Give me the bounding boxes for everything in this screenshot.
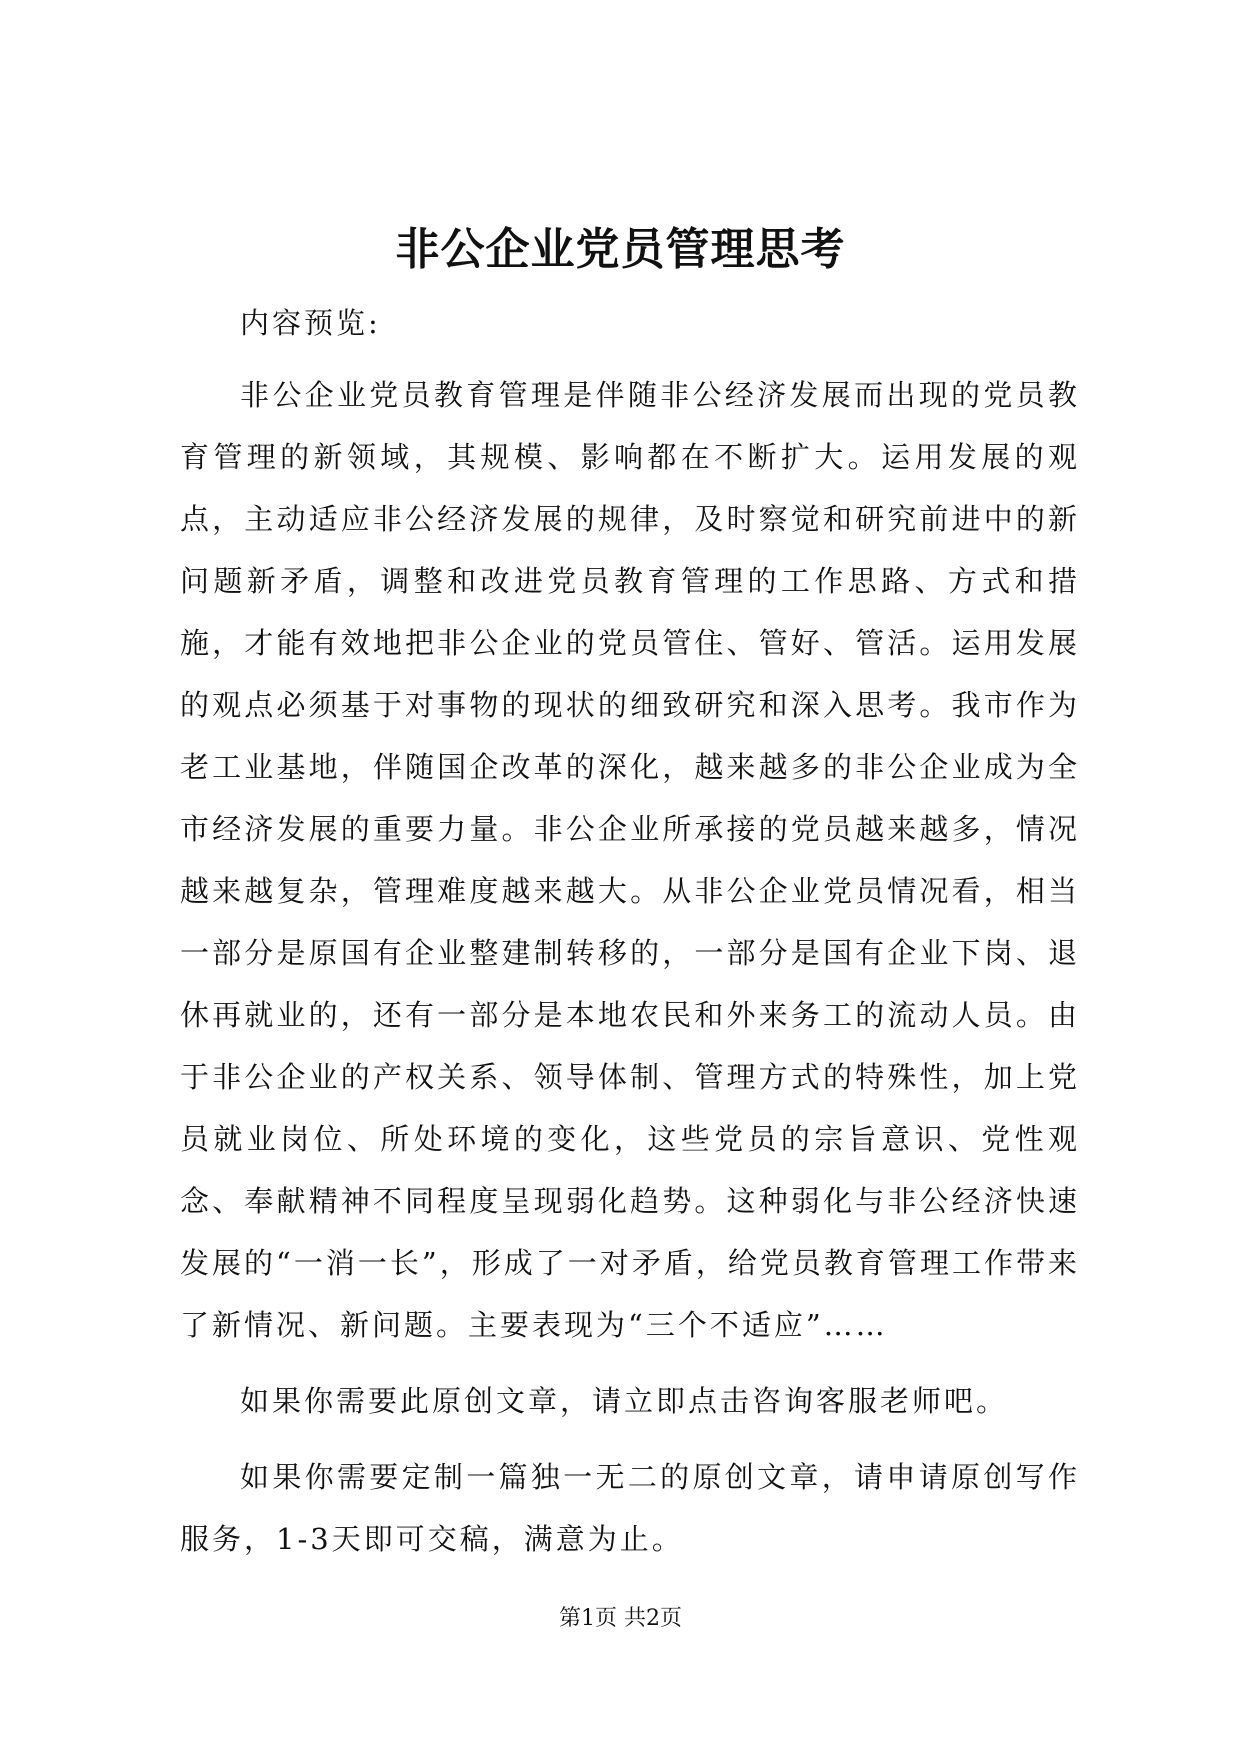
service-note: 如果你需要定制一篇独一无二的原创文章，请申请原创写作服务，1-3天即可交稿，满意为止。 xyxy=(180,1460,1080,1556)
document-title: 非公企业党员管理思考 xyxy=(395,224,846,275)
contact-note: 如果你需要此原创文章，请立即点击咨询客服老师吧。 xyxy=(240,1384,1009,1418)
page-indicator: 第1页 共2页 xyxy=(559,1606,682,1631)
preview-label: 内容预览: xyxy=(240,306,381,340)
document-content xyxy=(180,292,1080,1570)
article-paragraph: 非公企业党员教育管理是伴随非公经济发展而出现的党员教育管理的新领域，其规模、影响都在不断扩大。运用发展的观点，主动适应非公经济发展的规律，及时察觉和研究前进中的新问题新矛盾，调整和改进党员教育管理的工作思路、方式和措施，才能有效地把非公企业的党员管住、管好、管活。运用发展的观点必须基于对事物的现状的细致研究和深入思考。我市作为老工业基地，伴随国企改革的深化，越来越多的非公企业成为全市经济发展的重要力量。非公企业所承接的党员越来越多，情况越来越复杂，管理难度越来越大。从非公企业党员情况看，相当一部分是原国有企业整建制转移的，一部分是国有企业下岗、退休再就业的，还有一部分是本地农民和外来务工的流动人员。由于非公企业的产权关系、领导体制、管理方式的特殊性，加上党员就业岗位、所处环境的变化，这些党员的宗旨意识、党性观念、奉献精神不同程度呈现弱化趋势。这种弱化与非公经济快速发展的“一消一长”，形成了一对矛盾，给党员教育管理工作带来了新情况、新问题。主要表现为“三个不适应”…… xyxy=(180,378,1080,1342)
